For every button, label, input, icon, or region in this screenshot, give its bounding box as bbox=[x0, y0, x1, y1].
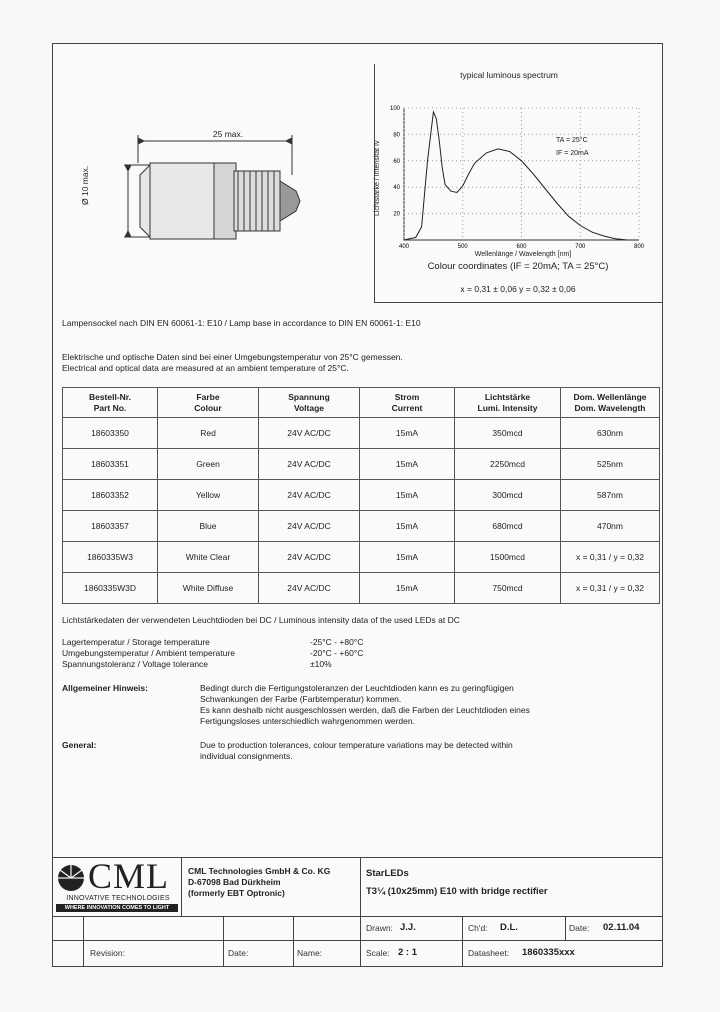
col-line-d bbox=[462, 916, 463, 967]
checked-label: Ch'd: bbox=[468, 923, 488, 933]
cell-current: 15mA bbox=[360, 573, 455, 604]
spectrum-x-tick: 700 bbox=[575, 244, 586, 250]
lamp-base-note: Lampensockel nach DIN EN 60061-1: E10 / Lamp base in accordance to DIN EN 60061-1: E10 bbox=[62, 318, 421, 328]
cell-colour: White Clear bbox=[158, 542, 259, 573]
header-current: Strom Current bbox=[360, 388, 455, 418]
spectrum-y-tick: 20 bbox=[393, 211, 400, 218]
company-divider bbox=[360, 857, 361, 967]
table-row bbox=[63, 511, 660, 542]
checked-value: D.L. bbox=[500, 922, 518, 933]
spectrum-title: typical luminous spectrum bbox=[460, 70, 558, 80]
cell-part-no: 18603357 bbox=[63, 511, 158, 542]
datasheet-value: 1860335xxx bbox=[522, 947, 575, 958]
cell-wavelength: 470nm bbox=[561, 511, 660, 542]
cell-part-no: 18603351 bbox=[63, 449, 158, 480]
cell-voltage: 24V AC/DC bbox=[259, 573, 360, 604]
cell-wavelength: x = 0,31 / y = 0,32 bbox=[561, 542, 660, 573]
header-wavelength: Dom. Wellenlänge Dom. Wavelength bbox=[561, 388, 660, 418]
ambient-note-en: Electrical and optical data are measured at an ambient temperature of 25°C. bbox=[62, 363, 349, 373]
spectrum-x-tick: 800 bbox=[633, 244, 645, 250]
header-intensity: Lichtstärke Lumi. Intensity bbox=[455, 388, 561, 418]
cell-current: 15mA bbox=[360, 480, 455, 511]
row-line-1 bbox=[361, 916, 663, 917]
spectrum-x-tick: 600 bbox=[516, 244, 527, 250]
cell-part-no: 1860335W3 bbox=[63, 542, 158, 573]
scale-value: 2 : 1 bbox=[398, 947, 418, 958]
company-name: CML Technologies GmbH & Co. KG bbox=[188, 866, 331, 876]
cell-intensity: 750mcd bbox=[455, 573, 561, 604]
cell-voltage: 24V AC/DC bbox=[259, 511, 360, 542]
cell-intensity: 300mcd bbox=[455, 480, 561, 511]
cell-part-no: 18603352 bbox=[63, 480, 158, 511]
cell-colour: White Diffuse bbox=[158, 573, 259, 604]
spectrum-x-label: Wellenlänge / Wavelength [nm] bbox=[474, 251, 572, 258]
revision-date-label: Date: bbox=[228, 948, 249, 958]
col-line-a bbox=[83, 916, 84, 967]
logo-tagline: WHERE INNOVATION COMES TO LIGHT bbox=[56, 904, 178, 912]
logo-text: CML bbox=[88, 856, 170, 896]
colour-coordinates-values: x = 0,31 ± 0,06 y = 0,32 ± 0,06 bbox=[460, 284, 576, 294]
cell-wavelength: 525nm bbox=[561, 449, 660, 480]
spectrum-y-tick: 40 bbox=[393, 185, 400, 192]
cell-wavelength: 630nm bbox=[561, 418, 660, 449]
company-address: D-67098 Bad Dürkheim bbox=[188, 877, 281, 887]
col-line-b bbox=[223, 916, 224, 967]
name-label: Name: bbox=[297, 948, 323, 958]
cell-intensity: 680mcd bbox=[455, 511, 561, 542]
header-colour: Farbe Colour bbox=[158, 388, 259, 418]
drawn-value: J.J. bbox=[400, 922, 416, 933]
row-line-left-1 bbox=[52, 916, 361, 917]
spectrum-condition-if: IF = 20mA bbox=[556, 150, 589, 157]
spectrum-x-tick: 500 bbox=[457, 244, 468, 250]
length-dimension-label: 25 max. bbox=[212, 129, 244, 139]
ambient-note-de: Elektrische und optische Daten sind bei einer Umgebungstemperatur von 25°C gemessen. bbox=[62, 352, 403, 362]
col-line-c bbox=[293, 916, 294, 967]
colour-coordinates-label: Colour coordinates (IF = 20mA; TA = 25°C) bbox=[427, 261, 609, 272]
product-line: StarLEDs bbox=[366, 868, 409, 879]
spectrum-y-tick: 60 bbox=[393, 158, 400, 165]
general-note-en-label: General: bbox=[62, 740, 97, 750]
header-voltage: Spannung Voltage bbox=[259, 388, 360, 418]
spectrum-condition-ta: TA = 25°C bbox=[556, 137, 588, 144]
date-value: 02.11.04 bbox=[603, 922, 640, 933]
cell-current: 15mA bbox=[360, 511, 455, 542]
logo-subtitle: INNOVATIVE TECHNOLOGIES bbox=[66, 895, 170, 902]
luminous-intensity-note: Lichtstärkedaten der verwendeten Leuchtdioden bei DC / Luminous intensity data of the used LEDs at DC bbox=[62, 615, 460, 625]
cell-voltage: 24V AC/DC bbox=[259, 480, 360, 511]
cell-current: 15mA bbox=[360, 418, 455, 449]
temp-value-storage: -25°C - +80°C bbox=[310, 637, 364, 647]
table-row bbox=[63, 449, 660, 480]
cell-part-no: 18603350 bbox=[63, 418, 158, 449]
cell-intensity: 2250mcd bbox=[455, 449, 561, 480]
table-row bbox=[63, 480, 660, 511]
general-note-de-text: Bedingt durch die Fertigungstoleranzen der Leuchtdioden kann es zu geringfügigen Schwankungen der Farbe (Farbtemperatur) kommen. Es kann deshalb nicht ausgeschlossen werden, daß die Farben der Leuchtdioden eines Fertigungsloses unterschiedlich wahrgenommen werden. bbox=[200, 683, 530, 726]
cell-intensity: 1500mcd bbox=[455, 542, 561, 573]
temp-label-ambient: Umgebungstemperatur / Ambient temperature bbox=[62, 648, 235, 658]
company-info bbox=[188, 866, 330, 899]
company-former: (formerly EBT Optronic) bbox=[188, 888, 285, 898]
cell-voltage: 24V AC/DC bbox=[259, 449, 360, 480]
spec-table bbox=[62, 387, 660, 604]
revision-label: Revision: bbox=[90, 948, 125, 958]
date-label: Date: bbox=[569, 923, 590, 933]
cell-colour: Blue bbox=[158, 511, 259, 542]
spectrum-y-tick: 100 bbox=[389, 106, 400, 112]
spectrum-x-tick: 400 bbox=[398, 244, 410, 250]
table-row bbox=[63, 573, 660, 604]
table-row bbox=[63, 542, 660, 573]
cell-intensity: 350mcd bbox=[455, 418, 561, 449]
cell-colour: Red bbox=[158, 418, 259, 449]
table-row bbox=[63, 418, 660, 449]
general-note-de-label: Allgemeiner Hinweis: bbox=[62, 683, 148, 693]
temp-label-storage: Lagertemperatur / Storage temperature bbox=[62, 637, 210, 647]
spectrum-y-label: Lichtstärke / Intensität Iv bbox=[374, 140, 381, 216]
cell-colour: Yellow bbox=[158, 480, 259, 511]
temp-value-ambient: -20°C - +60°C bbox=[310, 648, 364, 658]
cell-voltage: 24V AC/DC bbox=[259, 542, 360, 573]
cell-part-no: 1860335W3D bbox=[63, 573, 158, 604]
spec-table-header bbox=[63, 388, 660, 418]
cell-voltage: 24V AC/DC bbox=[259, 418, 360, 449]
product-description: T3¼ (10x25mm) E10 with bridge rectifier bbox=[366, 886, 548, 897]
spectrum-y-tick: 80 bbox=[393, 132, 400, 139]
temp-label-voltage: Spannungstoleranz / Voltage tolerance bbox=[62, 659, 209, 669]
starburst-icon bbox=[56, 861, 86, 895]
logo-divider bbox=[181, 857, 182, 916]
scale-label: Scale: bbox=[366, 948, 390, 958]
cell-wavelength: x = 0,31 / y = 0,32 bbox=[561, 573, 660, 604]
cell-wavelength: 587nm bbox=[561, 480, 660, 511]
temp-value-voltage: ±10% bbox=[310, 659, 332, 669]
datasheet-label: Datasheet: bbox=[468, 948, 510, 958]
drawn-label: Drawn: bbox=[366, 923, 393, 933]
cell-current: 15mA bbox=[360, 542, 455, 573]
spectrum-chart bbox=[374, 90, 654, 255]
lamp-drawing bbox=[110, 125, 310, 245]
cell-current: 15mA bbox=[360, 449, 455, 480]
diameter-dimension-label: Ø 10 max. bbox=[80, 165, 90, 205]
cml-logo bbox=[56, 856, 178, 913]
col-line-e bbox=[565, 916, 566, 940]
general-note-en-text: Due to production tolerances, colour temperature variations may be detected within individual consignments. bbox=[200, 740, 513, 761]
cell-colour: Green bbox=[158, 449, 259, 480]
row-line-2 bbox=[52, 940, 663, 941]
header-part-no: Bestell-Nr. Part No. bbox=[63, 388, 158, 418]
